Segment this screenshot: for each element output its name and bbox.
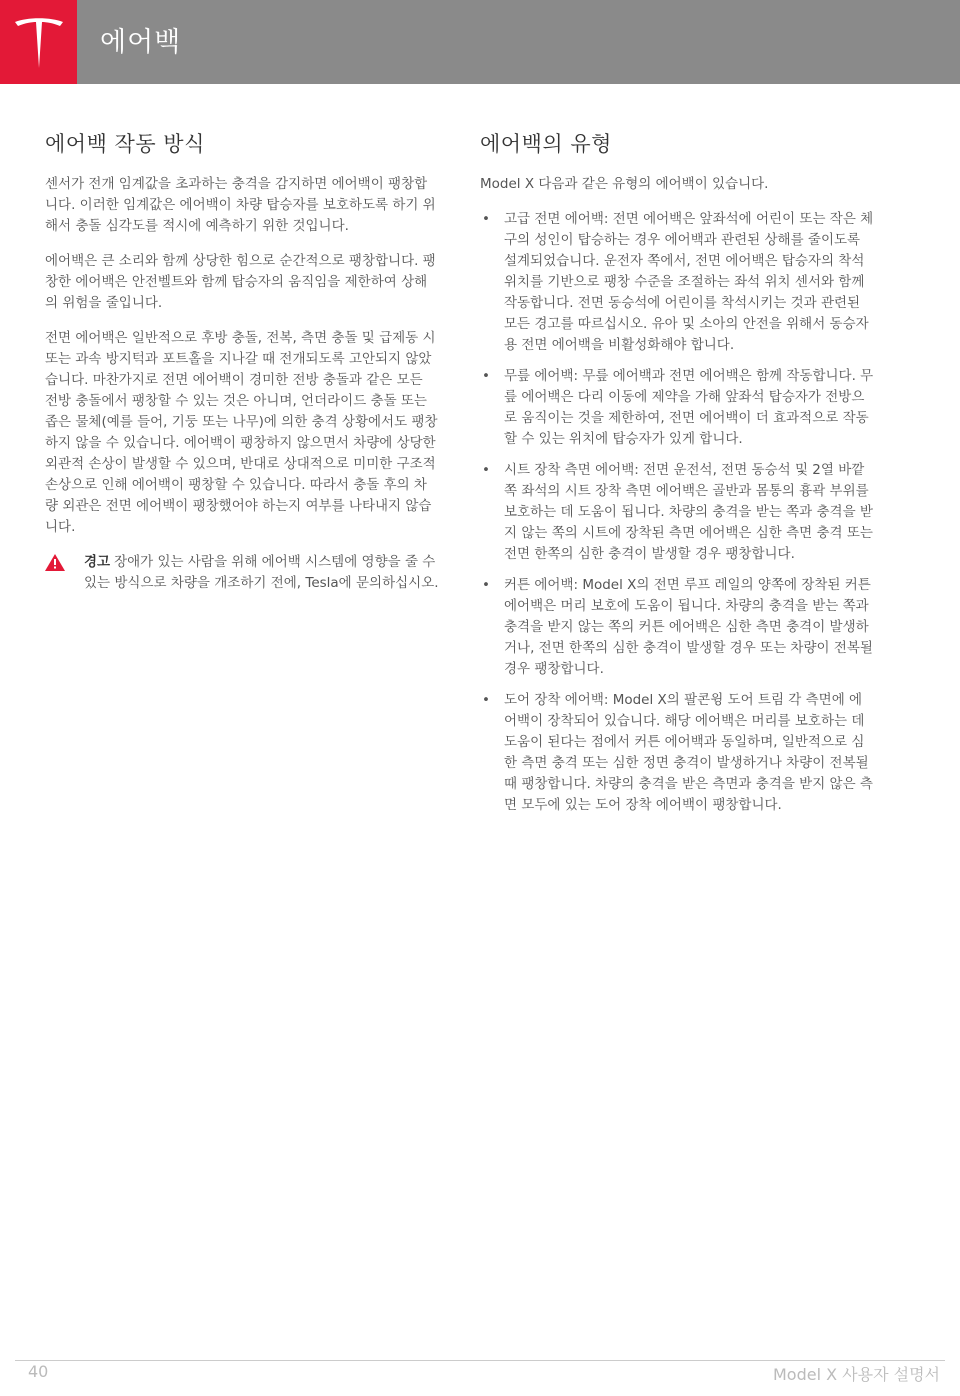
- list-item: • 시트 장착 측면 에어백: 전면 운전석, 전면 동승석 및 2열 바깥쪽 좌석의 시트 장착 측면 에어백은 골반과 몸통의 흉곽 부위를 보호하는 데 도움이 됩니다. 차량의 충격을 받는 쪽과 충격을 받지 않는 쪽의 시트에 장착된 측면 에어백은 심한 측면 충격 또는 전면 한쪽의 심한 충격이 발생할 경우 팽창합니다.: [482, 462, 873, 562]
- warning-note: [45, 552, 440, 594]
- warning-label: 경고: [84, 554, 111, 570]
- page-title: 에어백: [100, 27, 182, 58]
- list-item: • 커튼 에어백: Model X의 전면 루프 레일의 양쪽에 장착된 커튼 에어백은 머리 보호에 도움이 됩니다. 차량의 충격을 받는 쪽과 충격을 받지 않는 쪽의 커튼 에어백은 심한 측면 충격이 발생하거나, 전면 한쪽의 심한 충격이 발생할 경우 또는 차량이 전복될 경우 팽창합니다.: [482, 577, 873, 677]
- left-column: [45, 128, 440, 594]
- intro-text: Model X 다음과 같은 유형의 에어백이 있습니다.: [480, 176, 769, 192]
- manual-name: Model X 사용자 설명서: [773, 1365, 940, 1384]
- list-item: • 고급 전면 에어백: 전면 에어백은 앞좌석에 어린이 또는 작은 체구의 성인이 탑승하는 경우 에어백과 관련된 상해를 줄이도록 설계되었습니다. 운전자 쪽에서, 전면 에어백은 탑승자의 착석 위치를 기반으로 팽창 수준을 조절하는 좌석 위치 센서와 함께 작동합니다. 전면 동승석에 어린이를 착석시키는 것과 관련된 모든 경고를 따르십시오. 유아 및 소아의 안전을 위해서 동승자용 전면 에어백을 비활성화해야 합니다.: [482, 211, 874, 353]
- paragraph: 에어백은 큰 소리와 함께 상당한 힘으로 순간적으로 팽창합니다. 팽창한 에어백은 안전벨트와 함께 탑승자의 움직임을 제한하여 상해의 위험을 줄입니다.: [45, 253, 436, 311]
- page-header: [0, 0, 960, 84]
- list-item: • 무릎 에어백: 무릎 에어백과 전면 에어백은 함께 작동합니다. 무릎 에어백은 다리 이동에 제약을 가해 앞좌석 탑승자가 전방으로 움직이는 것을 제한하여, 전면 에어백이 더 효과적으로 작동할 수 있는 위치에 탑승자가 있게 합니다.: [482, 368, 874, 447]
- page-number: 40: [28, 1362, 49, 1381]
- warning-triangle-icon: [45, 554, 65, 571]
- bullet: •: [482, 577, 490, 593]
- bullet: •: [482, 462, 490, 478]
- list-item: • 도어 장착 에어백: Model X의 팔콘윙 도어 트림 각 측면에 에어백이 장착되어 있습니다. 해당 에어백은 머리를 보호하는 데 도움이 된다는 점에서 커튼 에어백과 동일하며, 일반적으로 심한 측면 충격 또는 심한 정면 충격이 발생하거나 차량이 전복될 때 팽창합니다. 차량의 충격을 받은 측면과 충격을 받지 않은 측면 모두에 있는 도어 장착 에어백이 팽창합니다.: [482, 692, 873, 813]
- section-heading-how-it-works: 에어백 작동 방식: [45, 132, 205, 156]
- section-heading-types: 에어백의 유형: [480, 132, 612, 156]
- paragraph: 센서가 전개 임계값을 초과하는 충격을 감지하면 에어백이 팽창합니다. 이러한 임계값은 에어백이 차량 탑승자를 보호하도록 하기 위해서 충돌 심각도를 적시에 예측하기 위한 것입니다.: [45, 176, 436, 234]
- warning-text: 장애가 있는 사람을 위해 에어백 시스템에 영향을 줄 수 있는 방식으로 차량을 개조하기 전에, Tesla에 문의하십시오.: [84, 554, 439, 591]
- bullet: •: [482, 368, 490, 384]
- right-column: [480, 128, 875, 826]
- bullet: •: [482, 211, 490, 227]
- paragraph: 전면 에어백은 일반적으로 후방 충돌, 전복, 측면 충돌 및 급제동 시 또는 과속 방지턱과 포트홀을 지나갈 때 전개되도록 고안되지 않았습니다. 마찬가지로 전면 에어백이 경미한 전방 충돌과 같은 모든 전방 충돌에서 팽창할 수 있는 것은 아니며, 언더라이드 충돌 또는 좁은 물체(예를 들어, 기둥 또는 나무)에 의한 충격 상황에서도 팽창하지 않을 수 있습니다. 에어백이 팽창하지 않으면서 차량에 상당한 외관적 손상이 발생할 수 있으며, 반대로 상대적으로 미미한 구조적 손상으로 인해 에어백이 팽창할 수 있습니다. 따라서 충돌 후의 차량 외관은 전면 에어백이 팽창했어야 하는지 여부를 나타내지 않습니다.: [45, 330, 438, 535]
- airbag-type-list: [480, 209, 875, 816]
- tesla-logo-icon: [13, 16, 65, 70]
- brand-logo-box: [0, 0, 77, 84]
- bullet: •: [482, 692, 490, 708]
- footer-divider: [15, 1360, 945, 1361]
